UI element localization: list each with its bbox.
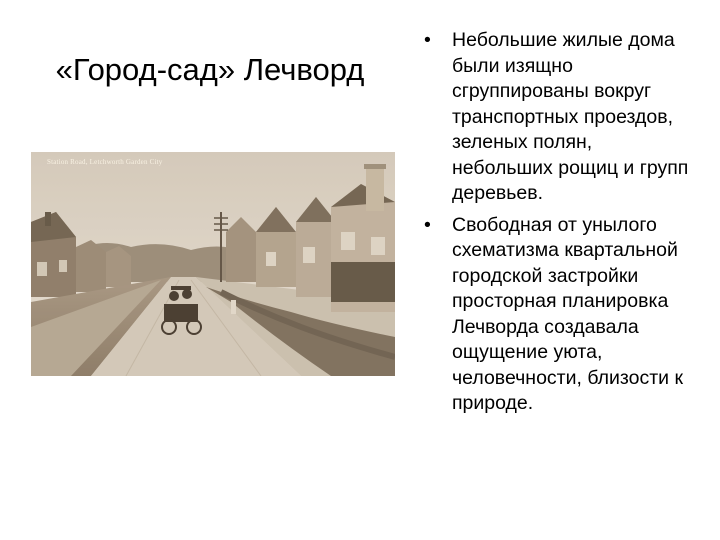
bullet-dot: • xyxy=(424,213,431,236)
slide-title: «Город-сад» Лечворд xyxy=(55,52,365,87)
street-photo xyxy=(31,152,395,376)
bullet-item xyxy=(424,28,694,207)
bullet-list xyxy=(424,28,694,423)
bullet-dot: • xyxy=(424,29,431,51)
photo-caption: Station Road, Letchworth Garden City xyxy=(47,158,163,166)
bullet-text: Свободная от унылого схематизма квартальной городской застройки просторная планировка Лечворда создавала ощущение уюта, человечности, близости к природе. xyxy=(452,213,683,414)
bullet-item xyxy=(424,213,694,417)
bullet-text: Небольшие жилые дома были изящно сгруппированы вокруг транспортных проездов, зеленых полян, небольших рощиц и групп деревьев. xyxy=(452,29,689,204)
street-photo-illustration xyxy=(31,152,395,376)
